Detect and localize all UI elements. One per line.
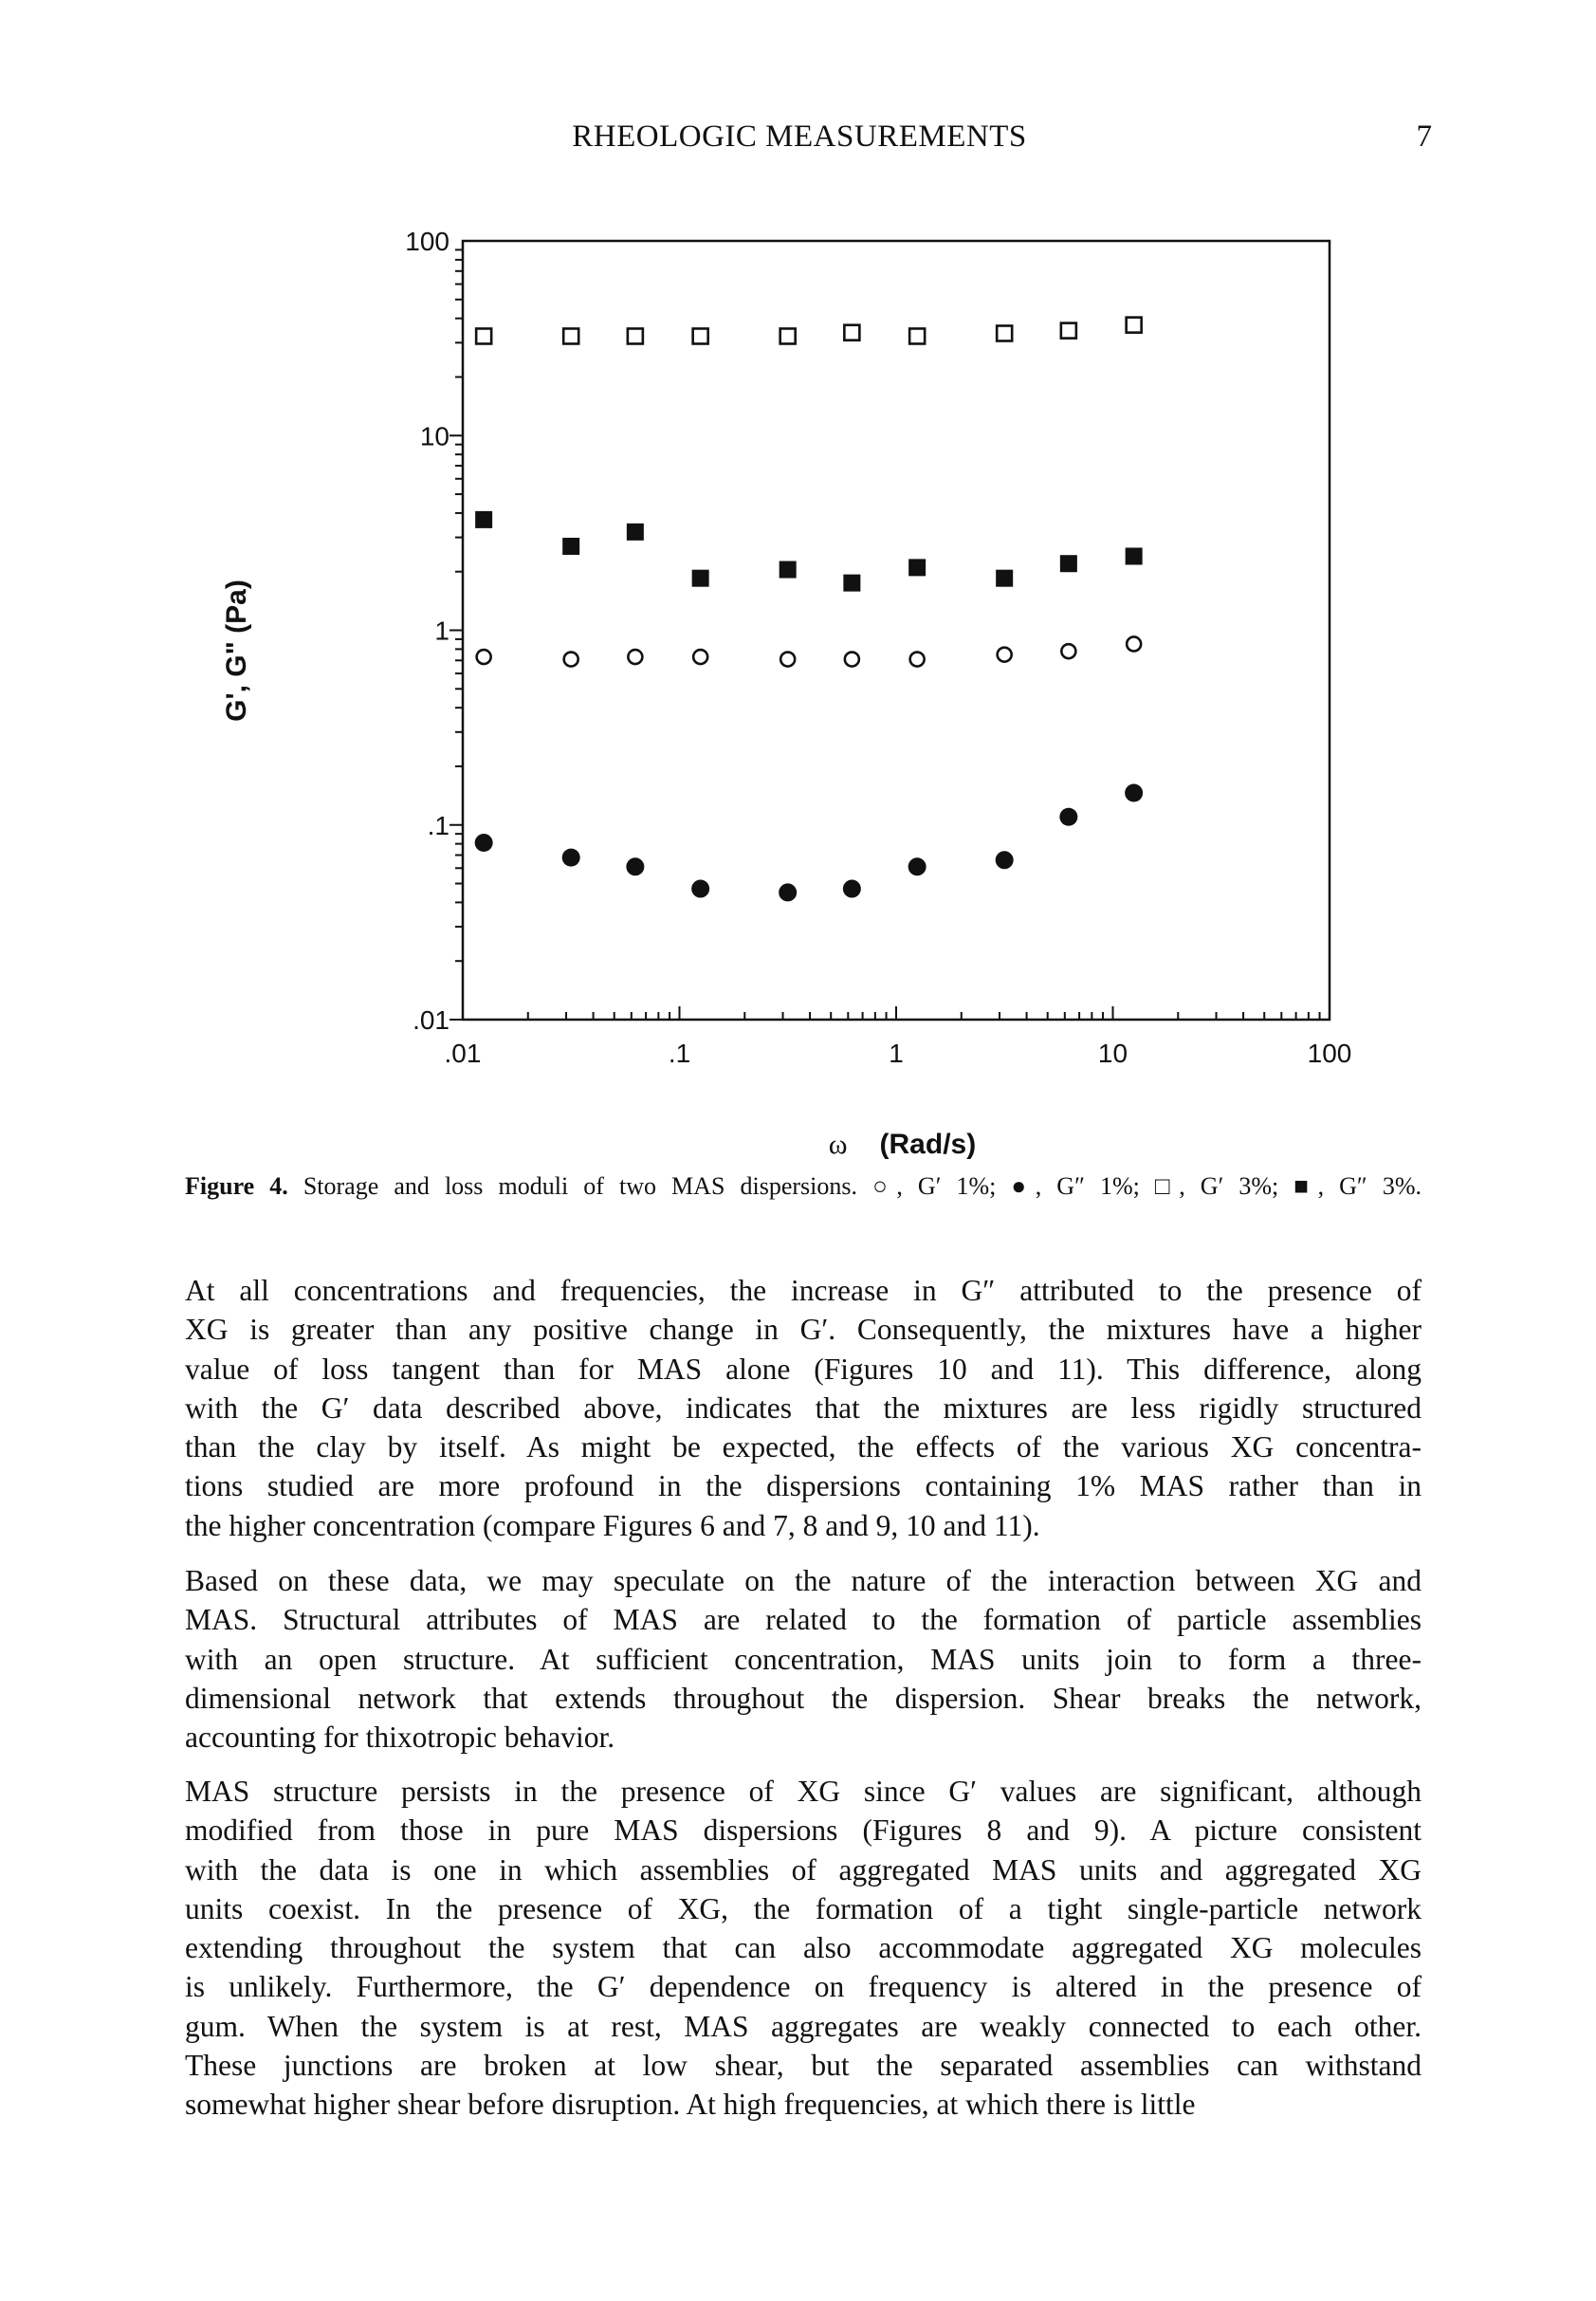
text-line: accounting for thixotropic behavior. (185, 1721, 615, 1755)
text-line: These junctions are broken at low shear, but the separated assemblies can withstand (185, 2049, 1422, 2083)
x-tick-label: .1 (668, 1039, 691, 1068)
page-number: 7 (1416, 120, 1432, 154)
y-tick-label: 1 (434, 616, 449, 646)
plot-frame (463, 241, 1330, 1020)
text-line: with an open structure. At sufficient concentration, MAS units join to form a three- (185, 1642, 1422, 1676)
x-tick-label: 100 (1307, 1039, 1352, 1068)
point-g-1- (996, 851, 1014, 869)
text-line: extending throughout the system that can also accommodate aggregated XG molecules (185, 1931, 1422, 1965)
point-g-1- (780, 653, 795, 667)
x-axis-unit: (Rad/s) (879, 1129, 977, 1160)
point-g-1- (693, 650, 707, 664)
text-line: with the data is one in which assemblies of aggregated MAS units and aggregated XG (185, 1852, 1422, 1887)
point-g-3- (562, 538, 579, 555)
caption-text: Storage and loss moduli of two MAS dispersions. ○, G′ 1%; ●, G″ 1%; □, G′ 3%; ■, G″ 3%. (287, 1172, 1422, 1200)
text-line: MAS structure persists in the presence of XG since G′ values are significant, although (185, 1775, 1422, 1808)
point-g-3- (844, 325, 859, 341)
point-g-1- (1059, 808, 1077, 826)
text-line: tions studied are more profound in the dispersions containing 1% MAS rather than in (185, 1469, 1422, 1503)
y-tick-label: .1 (427, 810, 449, 840)
y-tick-label: 10 (419, 421, 449, 451)
text-line: modified from those in pure MAS dispersions (Figures 8 and 9). A picture consistent (185, 1813, 1422, 1848)
point-g-3- (693, 328, 708, 343)
point-g-1- (845, 653, 859, 667)
point-g-3- (780, 328, 796, 343)
y-axis-label: G', G" (Pa) (221, 580, 252, 722)
text-line: with the G′ data described above, indicates that the mixtures are less rigidly structured (185, 1390, 1422, 1425)
point-g-3- (997, 325, 1012, 341)
paragraph-2 (185, 1561, 1422, 1757)
point-g-1- (1125, 784, 1143, 802)
text-line: dimensional network that extends throughout the dispersion. Shear breaks the network, (185, 1681, 1422, 1715)
point-g-3- (996, 570, 1013, 587)
point-g-3- (563, 328, 578, 343)
point-g-1- (779, 883, 797, 901)
running-title: RHEOLOGIC MEASUREMENTS (572, 120, 1027, 154)
point-g-3- (780, 561, 797, 579)
text-line: At all concentrations and frequencies, the increase in G″ attributed to the presence of (185, 1274, 1422, 1307)
point-g-1- (1127, 636, 1141, 651)
omega-symbol: ω (828, 1129, 848, 1160)
text-line: the higher concentration (compare Figures 6 and 7, 8 and 9, 10 and 11). (185, 1508, 1040, 1542)
point-g-1- (1061, 644, 1075, 658)
point-g-3- (1126, 547, 1143, 564)
point-g-3- (628, 328, 643, 343)
text-line: value of loss tangent than for MAS alone (Figures 10 and 11). This difference, along (185, 1352, 1422, 1386)
point-g-3- (1061, 323, 1076, 339)
text-line: gum. When the system is at rest, MAS aggregates are weakly connected to each other. (185, 2009, 1422, 2043)
point-g-3- (1060, 555, 1077, 572)
point-g-3- (843, 575, 860, 592)
text-line: XG is greater than any positive change in G′. Consequently, the mixtures have a higher (185, 1313, 1422, 1347)
point-g-3- (908, 559, 926, 576)
point-g-1- (691, 880, 709, 898)
text-line: somewhat higher shear before disruption. At high frequencies, at which there is little (185, 2088, 1196, 2122)
paragraph-1 (185, 1271, 1422, 1545)
point-g-1- (477, 650, 491, 664)
text-line: Based on these data, we may speculate on the nature of the interaction between XG and (185, 1564, 1422, 1597)
paragraph-3 (185, 1772, 1422, 2125)
x-axis-label (0, 1129, 1596, 1161)
text-line: units coexist. In the presence of XG, the formation of a tight single-particle network (185, 1891, 1422, 1925)
point-g-1- (628, 650, 642, 664)
x-tick-label: 1 (889, 1039, 904, 1068)
text-line: is unlikely. Furthermore, the G′ dependence on frequency is altered in the presence of (185, 1970, 1422, 2004)
point-g-3- (627, 524, 644, 541)
figure-label: Figure 4. (185, 1172, 288, 1200)
point-g-3- (475, 511, 492, 528)
y-tick-label: 100 (405, 227, 449, 256)
point-g-1- (910, 653, 925, 667)
point-g-3- (1127, 318, 1142, 333)
text-line: MAS. Structural attributes of MAS are related to the formation of particle assemblies (185, 1603, 1422, 1637)
point-g-1- (998, 648, 1012, 662)
figure-4-chart (0, 0, 1596, 1119)
figure-caption (185, 1172, 1422, 1201)
point-g-3- (476, 328, 491, 343)
text-line: than the clay by itself. As might be expected, the effects of the various XG concentra- (185, 1430, 1422, 1464)
point-g-1- (626, 857, 644, 875)
x-tick-label: 10 (1097, 1039, 1128, 1068)
point-g-1- (843, 880, 861, 898)
point-g-1- (564, 653, 578, 667)
point-g-1- (908, 857, 926, 875)
x-tick-label: .01 (444, 1039, 482, 1068)
y-tick-label: .01 (413, 1005, 449, 1035)
point-g-3- (692, 570, 709, 587)
point-g-3- (909, 328, 925, 343)
point-g-1- (562, 849, 580, 867)
point-g-1- (475, 834, 493, 852)
